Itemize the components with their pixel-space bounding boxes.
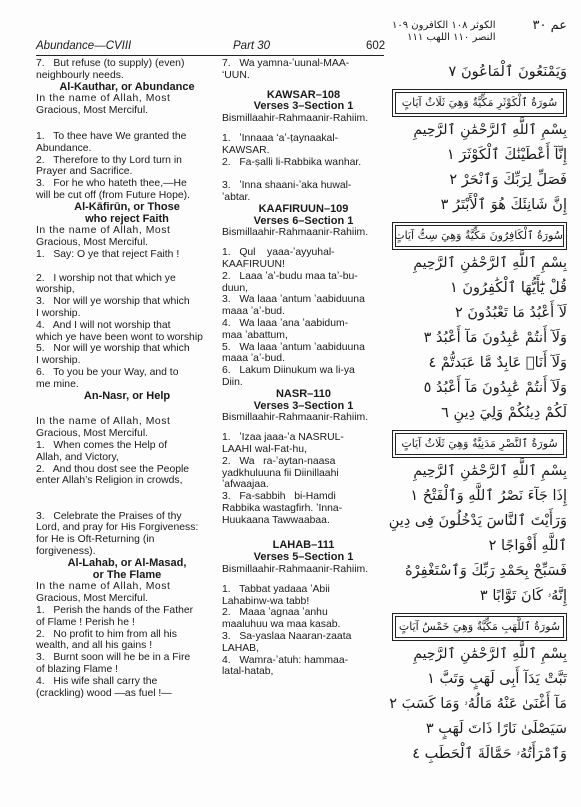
bismillah-transliteration: Bismillaahir-Rahmaanir-Rahiim. (222, 113, 369, 125)
text-line: 2. Therefore to thy Lord turn in (36, 154, 182, 166)
intro-verse (36, 58, 218, 82)
text-line: Gracious, Most Merciful. (36, 593, 149, 605)
text-line: Rabbika wastagfirh. ʼInna- (222, 502, 343, 514)
bismillah-transliteration: Bismillaahir-Rahmaanir-Rahiim. (222, 412, 369, 424)
surah-verses (36, 605, 218, 699)
arabic-verse: وَلَآ أَنتُمْ عَٰبِدُونَ مَآ أَعْبُدُ ٥ (423, 380, 567, 396)
text-line: for He is Oft-Returning (in (36, 534, 155, 546)
text-line: 6. To you be your Way, and to (36, 366, 179, 378)
text-line (36, 261, 218, 273)
bismillah-transliteration: Bismillaahir-Rahmaanir-Rahiim. (222, 564, 369, 576)
text-line (36, 499, 218, 511)
text-line: KAAFIRUUN! (222, 258, 285, 270)
text-line: forgiveness). (36, 546, 96, 558)
text-line: Huukaana Tawwaabaa. (222, 514, 330, 526)
text-line: 6. Lakum Diinukum wa li-ya (222, 365, 355, 377)
text-line: 4. Wa laaa ʼana ʼaabidum- (222, 317, 349, 329)
arabic-verse: وَيَمْنَعُونَ ٱلْمَاعُونَ ٧ (448, 64, 567, 80)
text-line: 1. ʼIzaa jaaa-ʼa NASRUL- (222, 432, 344, 444)
text-line: Prayer and Sacrifice. (36, 166, 133, 178)
surah-verses (222, 247, 385, 389)
text-line: 1. To thee have We granted the (36, 130, 187, 142)
surah-title: An-Nasr, or Help (83, 389, 171, 402)
text-line: worship, (36, 284, 75, 296)
surah-header-box: سُورَةُ ٱللَّهَبِ مَكِّيَّةٌ وَهِيَ خَمْسُ آيَاتٍ (395, 616, 564, 638)
surah-subtitle: Verses 5–Section 1 (253, 551, 354, 564)
surah-subtitle: Verses 3–Section 1 (253, 399, 354, 412)
translation-column (36, 58, 218, 699)
text-line: 5. Nor will ye worship that which (36, 343, 190, 355)
text-line: 3. Burnt soon will he be in a Fire (36, 652, 191, 664)
arabic-surah-list (392, 20, 495, 44)
text-line: LAHAB, (222, 642, 259, 654)
text-line: 3. Celebrate the Praises of thy (36, 510, 182, 522)
text-line: Allah, and Victory, (36, 451, 119, 463)
surah-verses (222, 584, 385, 678)
arabic-verse: إِنَّهُۥ كَانَ تَوَّابًا ٣ (479, 588, 567, 604)
arabic-verse: إِنَّ شَانِئَكَ هُوَ ٱلْأَبْتَرُ ٣ (440, 197, 567, 213)
text-line: Diin. (222, 376, 243, 388)
surah-header-box: سُورَةُ ٱلْكَافِرُونَ مَكِّيَّةٌ وَهِيَ سِتُّ آيَاتٍ (395, 225, 564, 247)
text-line: 2. Maaa ʼagnaa ʼanhu (222, 607, 328, 619)
surah-title: Al-Kauthar, or Abundance (59, 80, 195, 93)
text-line: Lahabinw-wa tabb! (222, 595, 310, 607)
text-line: maaa ʼaʼ-bud. (222, 353, 285, 365)
surah-header-box: سُورَةُ ٱلنَّصْرِ مَدَنِيَّةٌ وَهِيَ ثَلَاثُ آيَاتٍ (395, 433, 564, 455)
text-line: me mine. (36, 378, 79, 390)
text-line: 1. Perish the hands of the Father (36, 605, 194, 617)
text-line: 3. Fa-sabbih bi-Hamdi (222, 491, 336, 503)
text-line: will be cut off (from Future Hope). (36, 189, 190, 201)
intro-verse (222, 58, 385, 82)
arabic-column (388, 58, 567, 769)
arabic-verse: وَٱمْرَأَتُهُۥ حَمَّالَةَ ٱلْحَطَبِ ٤ (412, 746, 567, 762)
page-number: 602 (366, 40, 386, 52)
surah-title: Al-Kāfirūn, or Those (74, 200, 180, 213)
text-line: 1. Tabbat yadaaa ʼAbii (222, 583, 330, 595)
text-line: Lord, and pray for His Forgiveness: (36, 522, 199, 534)
text-line: 1. ʼInnaaa ʻaʼ-ṭaynaakal- (222, 132, 339, 144)
surah-opening (36, 93, 218, 117)
text-line: maaa ʼaʼ-bud. (222, 306, 285, 318)
text-line: 2. No profit to him from all his (36, 628, 177, 640)
arabic-verse: لَكُمْ دِينُكُمْ وَلِيَ دِينِ ٦ (441, 405, 567, 421)
surah-title-line2: or The Flame (92, 568, 162, 581)
text-line: 7. But refuse (to supply) (even) (36, 58, 185, 69)
text-line: Gracious, Most Merciful. (36, 105, 149, 117)
text-line: In the name of Allah, Most (36, 225, 171, 237)
surah-title: KAAFIRUUN–109 (258, 202, 349, 215)
text-line: wealth, and all his gains ! (36, 640, 153, 652)
surah-header-box: سُورَةُ ٱلْكَوْثَرِ مَكِّيَّةٌ وَهِيَ ثَلَاثُ آيَاتٍ (395, 92, 564, 114)
text-line: 3. ʼInna shaani-ʼaka huwal- (222, 180, 352, 192)
text-line: latal-hatab, (222, 666, 274, 678)
text-line: 4. Wamra-ʼatuh: hammaa- (222, 654, 349, 666)
text-line: enter Allah’s Religion in crowds, (36, 475, 183, 487)
arabic-verse: ٱللَّهِ أَفْوَاجًا ٢ (488, 538, 567, 554)
text-line: neighbourly needs. (36, 69, 124, 81)
surah-opening (36, 416, 218, 440)
text-line: 4. And I will not worship that (36, 319, 171, 331)
text-line: 2. Wa ra-ʼaytan-naasa (222, 455, 336, 467)
text-line: Gracious, Most Merciful. (36, 428, 149, 440)
arabic-part-label: عم ٣٠ (532, 18, 567, 33)
text-line: 3. Wa laaa ʼantum ʼaabiduuna (222, 294, 365, 306)
arabic-verse: تَبَّتْ يَدَآ أَبِى لَهَبٍ وَتَبَّ ١ (427, 671, 567, 687)
arabic-verse: قُلْ يَٰٓأَيُّهَا ٱلْكَٰفِرُونَ ١ (449, 280, 567, 296)
text-line: LAAHI wal-Fat-hu, (222, 443, 307, 455)
arabic-verse: وَرَأَيْتَ ٱلنَّاسَ يَدْخُلُونَ فِى دِينِ (388, 513, 567, 529)
text-line: 3. Sa-yaslaa Naaran-zaata (222, 631, 352, 643)
arabic-verse: إِذَا جَآءَ نَصْرُ ٱللَّهِ وَٱلْفَتْحُ ١ (410, 488, 567, 504)
arabic-bismillah: بِسْمِ ٱللَّهِ ٱلرَّحْمَٰنِ ٱلرَّحِيمِ (413, 255, 567, 271)
arabic-verse: مَآ أَغْنَىٰ عَنْهُ مَالُهُۥ وَمَا كَسَبَ ٢ (389, 696, 567, 712)
text-line: duun, (222, 282, 249, 294)
surah-title: KAWSAR–108 (266, 88, 341, 101)
text-line: 5. Wa laaa ʼantum ʼaabiduuna (222, 341, 365, 353)
transliteration-column (222, 58, 385, 678)
text-line: In the name of Allah, Most (36, 416, 171, 428)
text-line: yadkhuluuna fii Diinillaahi (222, 467, 339, 479)
surah-verses (36, 440, 218, 558)
surah-title: Al-Lahab, or Al-Masad, (67, 556, 187, 569)
arabic-verse: وَلَآ أَنَا۠ عَابِدٌ مَّا عَبَدتُّمْ ٤ (428, 355, 567, 371)
text-line: of Flame ! Perish he ! (36, 616, 135, 628)
surah-opening (36, 225, 218, 249)
arabic-bismillah: بِسْمِ ٱللَّهِ ٱلرَّحْمَٰنِ ٱلرَّحِيمِ (413, 463, 567, 479)
arabic-verse: سَيَصْلَىٰ نَارًا ذَاتَ لَهَبٍ ٣ (425, 721, 567, 737)
surah-opening (36, 581, 218, 605)
text-line: 7. Wa yamna-ʼuunal-MAA- (222, 58, 350, 69)
surah-verses (222, 432, 385, 526)
arabic-verse: فَسَبِّحْ بِحَمْدِ رَبِّكَ وَٱسْتَغْفِرْهُ (404, 563, 567, 579)
text-line: 4. His wife shall carry the (36, 675, 158, 687)
text-line: I worship. (36, 307, 81, 319)
header-rule (36, 55, 384, 56)
surah-verses (36, 249, 218, 391)
text-line: KAWSAR. (222, 144, 270, 156)
arabic-verse: لَآ أَعْبُدُ مَا تَعْبُدُونَ ٢ (454, 305, 567, 321)
surah-title-line2: who reject Faith (85, 212, 169, 225)
surah-title: NASR–110 (275, 387, 332, 400)
text-line: 3. Nor will ye worship that which (36, 296, 190, 308)
text-line: 2. And thou dost see the People (36, 463, 190, 475)
text-line: 1. When comes the Help of (36, 439, 168, 451)
arabic-verse: فَصَلِّ لِرَبِّكَ وَٱنْحَرْ ٢ (449, 172, 567, 188)
surah-subtitle: Verses 6–Section 1 (253, 214, 354, 227)
text-line: Abundance. (36, 142, 92, 154)
surah-verses (36, 131, 218, 202)
text-line: I worship. (36, 355, 81, 367)
bismillah-transliteration: Bismillaahir-Rahmaanir-Rahiim. (222, 227, 369, 239)
text-line: ʼabtar. (222, 191, 251, 203)
text-line: ʼafwaajaa. (222, 479, 269, 491)
arabic-bismillah: بِسْمِ ٱللَّهِ ٱلرَّحْمَٰنِ ٱلرَّحِيمِ (413, 122, 567, 138)
arabic-header (392, 20, 567, 44)
text-line (222, 168, 385, 180)
text-line: 2. I worship not that which ye (36, 272, 176, 284)
arabic-verse: وَلَآ أَنتُمْ عَٰبِدُونَ مَآ أَعْبُدُ ٣ (423, 330, 567, 346)
text-line: 3. For he who hateth thee,—He (36, 178, 187, 190)
arabic-verse: إِنَّآ أَعْطَيْنَٰكَ ٱلْكَوْثَرَ ١ (446, 147, 567, 163)
arabic-surah-list-line2: النصر ١١٠ اللهب ١١١ (407, 32, 496, 43)
text-line: 1. Say: O ye that reject Faith ! (36, 248, 180, 260)
text-line: In the name of Allah, Most (36, 581, 171, 593)
text-line: maa ʼabattum, (222, 329, 288, 341)
surah-verses (222, 133, 385, 204)
running-header-part: Part 30 (233, 40, 271, 52)
text-line: (crackling) wood —as fuel !— (36, 687, 172, 699)
text-line: which ye have been wont to worship (36, 331, 203, 343)
text-line: 1. Qul yaaa-ʼayyuhal- (222, 247, 335, 259)
text-line: maaluhuu wa maa kasab. (222, 619, 341, 631)
arabic-surah-list-line1: الكوثر ١٠٨ الكافرون ١٠٩ (392, 20, 496, 31)
text-line (36, 487, 218, 499)
surah-title: LAHAB–111 (272, 539, 335, 552)
text-line: of blazing Flame ! (36, 664, 119, 676)
text-line: Gracious, Most Merciful. (36, 237, 149, 249)
text-line: 2. Fa-ṣalli li-Rabbika wanhar. (222, 156, 362, 168)
text-line: In the name of Allah, Most (36, 93, 171, 105)
text-line: 2. Laaa ʼaʼ-budu maa taʼ-bu- (222, 270, 358, 282)
surah-subtitle: Verses 3–Section 1 (253, 100, 354, 113)
running-header-left: Abundance—CVIII (36, 40, 132, 52)
arabic-bismillah: بِسْمِ ٱللَّهِ ٱلرَّحْمَٰنِ ٱلرَّحِيمِ (413, 646, 567, 662)
text-line: ʻUUN. (222, 69, 250, 81)
